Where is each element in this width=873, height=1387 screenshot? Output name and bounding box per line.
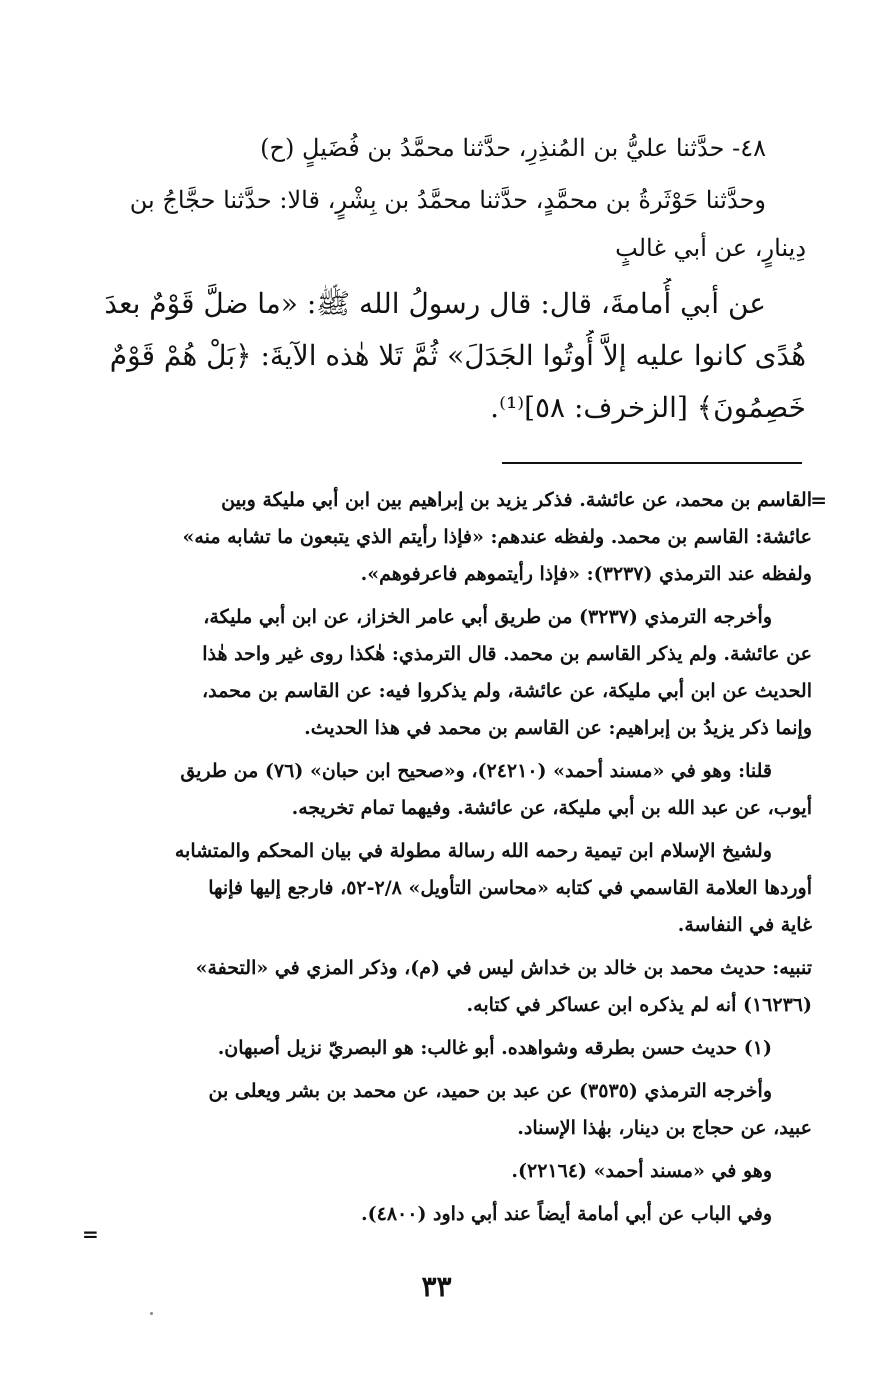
continuation-mark-top: = <box>810 488 827 512</box>
isnad-line: دِينارٍ، عن أبي غالبٍ <box>615 234 806 262</box>
footnote-line: القاسم بن محمد، عن عائشة. فذكر يزيد بن إبراهيم بين ابن أبي مليكة وبين <box>221 489 812 511</box>
matn-line: عن أبي أُمامةَ، قال: قال رسولُ الله ﷺ: «ما ضلَّ قَوْمٌ بعدَ <box>104 287 766 320</box>
footnote-line: (١) حديث حسن بطرقه وشواهده. أبو غالب: هو البصريّ نزيل أصبهان. <box>217 1037 772 1059</box>
footnote-line: الحديث عن ابن أبي مليكة، عن عائشة، ولم يذكروا فيه: عن القاسم بن محمد، <box>202 680 812 702</box>
footnote-line: ولشيخ الإسلام ابن تيمية رحمه الله رسالة مطولة في بيان المحكم والمتشابه <box>174 840 772 862</box>
footnote-paragraph <box>86 1073 812 1147</box>
footnotes <box>86 482 812 1239</box>
footnote-line: أيوب، عن عبد الله بن أبي مليكة، عن عائشة. وفيهما تمام تخريجه. <box>291 797 812 819</box>
footnote-paragraph <box>86 950 812 1024</box>
footnote-paragraph <box>86 1030 812 1067</box>
footnote-line: عن عائشة. ولم يذكر القاسم بن محمد. قال الترمذي: هٰكذا روى غير واحد هٰذا <box>202 643 812 665</box>
footnote-paragraph <box>86 482 812 593</box>
footnote-line: عبيد، عن حجاج بن دينار، بهٰذا الإسناد. <box>517 1117 812 1139</box>
hadith-heading: ٤٨- حدَّثنا عليُّ بن المُنذِرِ، حدَّثنا محمَّدُ بن فُضَيلٍ (ح) <box>260 134 766 162</box>
continuation-mark-bottom: = <box>82 1222 99 1246</box>
footnote-line: أوردها العلامة القاسمي في كتابه «محاسن التأويل» ٢/٨-٥٢، فارجع إليها فإنها <box>208 877 812 899</box>
footnote-line: وأخرجه الترمذي (٣٢٣٧) من طريق أبي عامر الخزاز، عن ابن أبي مليكة، <box>203 606 772 628</box>
isnad-line: وحدَّثنا حَوْثَرةُ بن محمَّدٍ، حدَّثنا محمَّدُ بن بِشْرٍ، قالا: حدَّثنا حجَّاجُ بن <box>129 186 766 214</box>
footnote-paragraph <box>86 599 812 747</box>
footnote-line: تنبيه: حديث محمد بن خالد بن خداش ليس في (م)، وذكر المزي في «التحفة» <box>195 957 812 979</box>
footnote-line: غاية في النفاسة. <box>677 914 812 936</box>
hadith-isnad <box>80 176 806 272</box>
footnote-divider <box>502 462 802 464</box>
footnote-paragraph <box>86 1153 812 1190</box>
hadith-matn <box>80 278 806 434</box>
footnote-line: (١٦٢٣٦) أنه لم يذكره ابن عساكر في كتابه. <box>466 994 812 1016</box>
footnote-paragraph <box>86 833 812 944</box>
footnote-line: عائشة: القاسم بن محمد. ولفظه عندهم: «فإذا رأيتم الذي يتبعون ما تشابه منه» <box>182 526 812 548</box>
footnote-line: وهو في «مسند أحمد» (٢٢١٦٤). <box>511 1160 772 1182</box>
hadith-block <box>80 120 806 434</box>
scan-speck <box>150 1312 153 1315</box>
footnote-line: وأخرجه الترمذي (٣٥٣٥) عن عبد بن حميد، عن محمد بن بشر ويعلى بن <box>208 1080 772 1102</box>
matn-line: هُدًى كانوا عليه إلاَّ أُوتُوا الجَدَلَ» ثُمَّ تَلا هٰذه الآيةَ: ﴿بَلْ هُمْ قَوْمٌ <box>109 339 806 372</box>
footnote-line: وإنما ذكر يزيدُ بن إبراهيم: عن القاسم بن محمد في هذا الحديث. <box>304 717 812 739</box>
page-number: ٣٣ <box>421 1270 452 1303</box>
matn-line: خَصِمُونَ﴾ [الزخرف: ٥٨]⁽¹⁾. <box>490 391 806 424</box>
footnote-line: ولفظه عند الترمذي (٣٢٣٧): «فإذا رأيتموهم فاعرفوهم». <box>360 563 812 585</box>
footnote-paragraph <box>86 1196 812 1233</box>
footnote-paragraph <box>86 753 812 827</box>
footnote-line: وفي الباب عن أبي أمامة أيضاً عند أبي داود (٤٨٠٠). <box>361 1203 772 1225</box>
footnote-line: قلنا: وهو في «مسند أحمد» (٢٤٢١٠)، و«صحيح ابن حبان» (٧٦) من طريق <box>180 760 772 782</box>
